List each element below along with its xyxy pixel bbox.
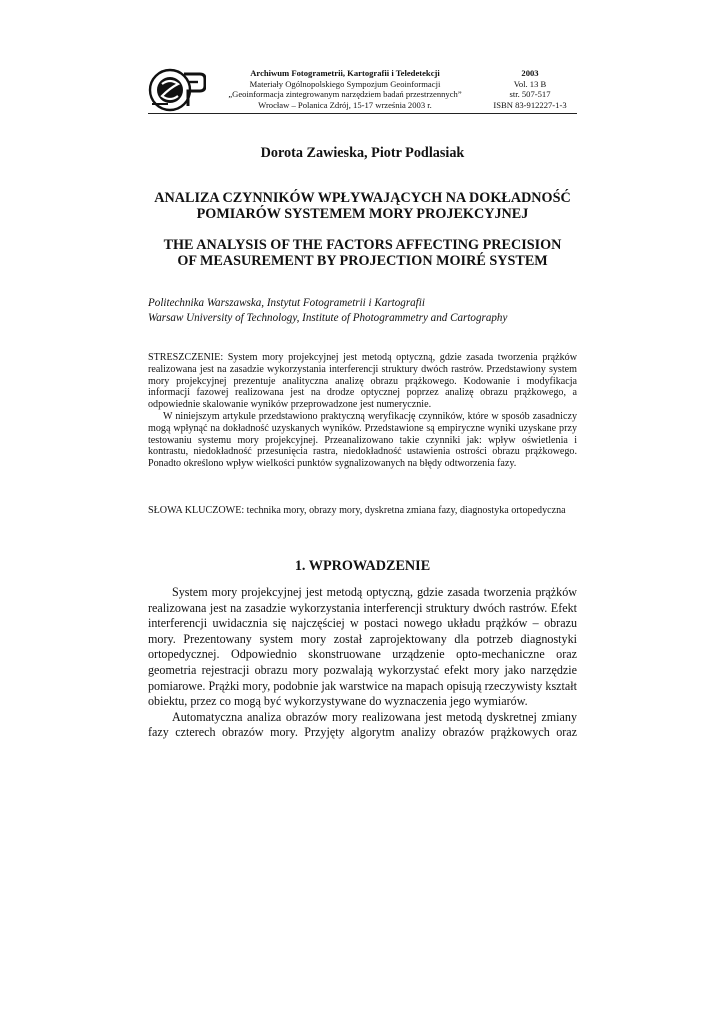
title-english xyxy=(148,237,577,269)
header-rule xyxy=(148,113,577,114)
journal-header xyxy=(210,68,480,110)
affiliation xyxy=(148,296,507,325)
affiliation-polish: Politechnika Warszawska, Instytut Fotogrametrii i Kartografii xyxy=(148,297,425,309)
affiliation-english: Warsaw University of Technology, Institute of Photogrammetry and Cartography xyxy=(148,311,508,324)
publication-info xyxy=(480,68,580,110)
body-paragraph: Automatyczna analiza obrazów mory realizowana jest metodą dyskretnej zmiany fazy czterech obrazów mory. Przyjęty algorytm analizy obrazów prążkowych oraz xyxy=(148,709,577,740)
volume: Vol. 13 B xyxy=(513,78,547,89)
proceedings-name: Materiały Ogólnopolskiego Sympozjum Geoinformacji xyxy=(249,78,441,89)
page-range: str. 507-517 xyxy=(509,89,551,100)
keywords-text: SŁOWA KLUCZOWE: technika mory, obrazy mory, dyskretna zmiana fazy, diagnostyka ortopedyczna xyxy=(148,505,566,516)
isbn: ISBN 83-912227-1-3 xyxy=(493,99,567,110)
keywords xyxy=(148,505,577,517)
abstract-paragraph: STRESZCZENIE: System mory projekcyjnej jest metodą optyczną, gdzie zasada tworzenia prążków realizowana jest na zasadzie wykorzystania interferencji struktury dwóch rastrów. Przedstawiony system mory projekcyjnej prezentuje analityczna analizę obrazu prążkowego. Kodowanie i modyfikacja informacji fazowej realizowana jest na drodze optycznej poprzez analizę obrazu prążkowego, a odpowiednie skalowanie wyników przeprowadzone jest numerycznie. xyxy=(148,352,577,411)
venue-date: Wrocław – Polanica Zdrój, 15-17 września 2003 r. xyxy=(258,99,432,110)
publication-year: 2003 xyxy=(521,68,539,78)
title-polish xyxy=(148,190,577,222)
title-polish-line: POMIARÓW SYSTEMEM MORY PROJEKCYJNEJ xyxy=(196,206,529,222)
title-english-line: THE ANALYSIS OF THE FACTORS AFFECTING PRECISION xyxy=(163,237,562,253)
journal-logo-icon xyxy=(148,68,206,112)
abstract-paragraph: W niniejszym artykule przedstawiono praktyczną weryfikację czynników, które w sposób zasadniczy mogą wpłynąć na dokładność uzyskanych wyników. Przedstawione są empiryczne wyniki uzyskane przy testowaniu systemu mory projekcyjnej. Przeanalizowano takie czynniki jak: wpływ oświetlenia i kontrastu, niedokładność przesunięcia rastra, niedokładność ustawienia ostrości obrazu prążkowego. Ponadto określono wpływ wielkości punktów sygnalizowanych na błędy odtworzenia fazy. xyxy=(148,410,577,470)
authors: Dorota Zawieska, Piotr Podlasiak xyxy=(260,145,465,161)
section-heading: 1. WPROWADZENIE xyxy=(294,558,431,574)
symposium-theme: „Geoinformacja zintegrowanym narzędziem badań przestrzennych” xyxy=(228,89,462,100)
title-polish-line: ANALIZA CZYNNIKÓW WPŁYWAJĄCYCH NA DOKŁADNOŚĆ xyxy=(154,190,571,206)
title-english-line: OF MEASUREMENT BY PROJECTION MOIRÉ SYSTEM xyxy=(177,253,548,269)
journal-name: Archiwum Fotogrametrii, Kartografii i Teledetekcji xyxy=(250,68,440,78)
body-text xyxy=(148,585,577,741)
abstract xyxy=(148,352,577,470)
body-paragraph: System mory projekcyjnej jest metodą optyczną, gdzie zasada tworzenia prążków realizowana jest na zasadzie wykorzystania interferencji struktury dwóch rastrów. Efekt interferencji uwidacznia się najczęściej w postaci nowego układu prążków – obrazu mory. Prezentowany system mory został zaprojektowany dla potrzeb diagnostyki ortopedycznej. Odpowiednio skonstruowane urządzenie opto-mechaniczne oraz geometria rejestracji obrazu mory pozwalają wykorzystać efekt mory jako narzędzie pomiarowe. Prążki mory, podobnie jak warstwice na mapach opisują rzeczywisty kształt obiektu, przez co mogą być wykorzystywane do wyznaczenia jego wymiarów. xyxy=(148,585,577,709)
